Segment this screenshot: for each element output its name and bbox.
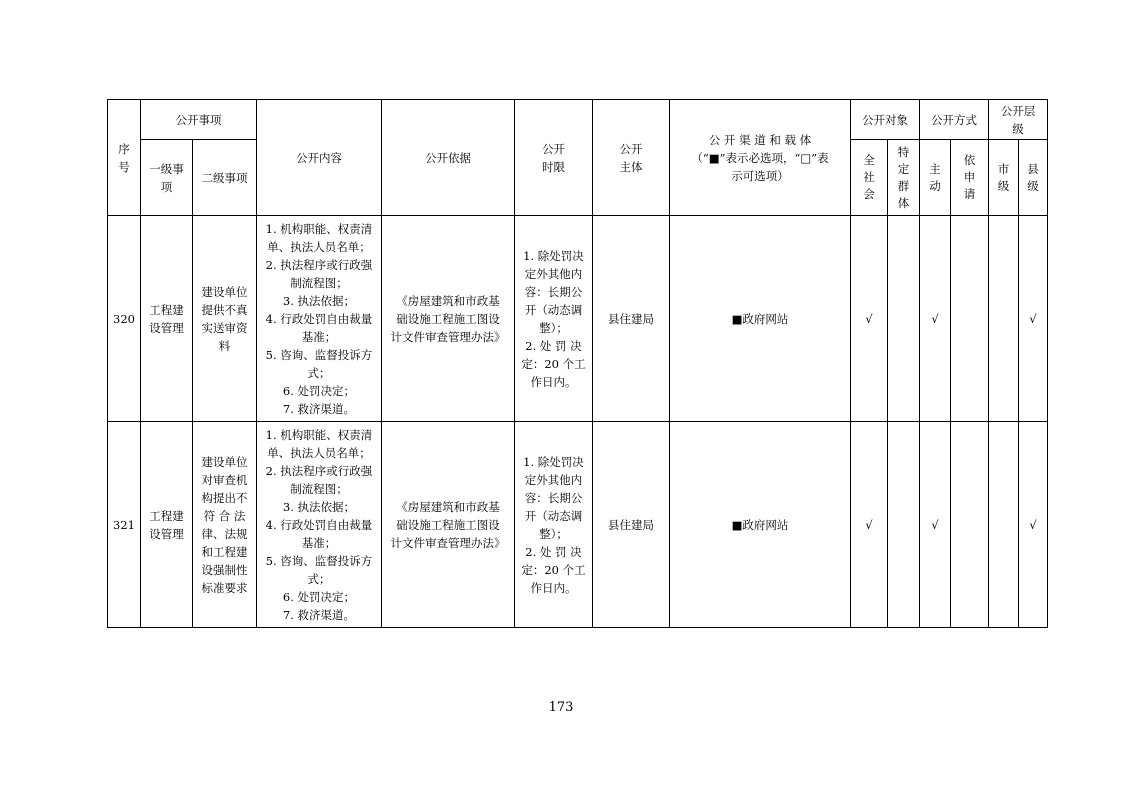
row-on-request [951,216,989,422]
row-active: √ [920,422,951,628]
row-channel: ■政府网站 [670,422,851,628]
disclosure-table [107,99,1048,628]
table-row [108,216,1048,422]
row-specific-group [888,422,920,628]
row-level2: 建设单位 提供不真 实送审资 料 [193,216,257,422]
header-basis: 公开依据 [382,100,515,216]
row-active: √ [920,216,951,422]
row-county: √ [1019,422,1048,628]
row-time-limit: 1. 除处罚决 定外其他内 容：长期公 开（动态调 整）； 2. 处 罚 决 定：20 个工 作日内。 [515,422,593,628]
row-city [989,216,1019,422]
header-audience-group: 公开对象 [851,100,920,140]
row-all-society: √ [851,216,888,422]
row-basis: 《房屋建筑和市政基 础设施工程施工图设 计文件审查管理办法》 [382,216,515,422]
row-level1: 工程建 设管理 [141,216,193,422]
page-number: 173 [548,700,574,715]
row-content: 1. 机构职能、权责清 单、执法人员名单； 2. 执法程序或行政强 制流程图； 3. 执法依据； 4. 行政处罚自由裁量 基准； 5. 咨询、监督投诉方 式； 6. 处罚决定； 7. 救济渠道。 [257,216,382,422]
header-time-limit: 公开 时限 [515,100,593,216]
header-level1: 一级事 项 [141,140,193,216]
header-all-society: 全 社 会 [851,140,888,216]
header-level-group: 公开层 级 [989,100,1048,140]
row-subject: 县住建局 [593,422,670,628]
row-level2: 建设单位 对审查机 构提出不 符 合 法 律、法规 和工程建 设强制性 标准要求 [193,422,257,628]
row-seq: 321 [108,422,141,628]
header-subject: 公开 主体 [593,100,670,216]
header-method-group: 公开方式 [920,100,989,140]
header-county: 县 级 [1019,140,1048,216]
row-channel: ■政府网站 [670,216,851,422]
row-seq: 320 [108,216,141,422]
row-basis: 《房屋建筑和市政基 础设施工程施工图设 计文件审查管理办法》 [382,422,515,628]
row-time-limit: 1. 除处罚决 定外其他内 容：长期公 开（动态调 整）； 2. 处 罚 决 定：20 个工 作日内。 [515,216,593,422]
header-seq: 序 号 [108,100,141,216]
row-on-request [951,422,989,628]
row-subject: 县住建局 [593,216,670,422]
row-city [989,422,1019,628]
row-all-society: √ [851,422,888,628]
header-channel: 公 开 渠 道 和 载 体 （“■”表示必选项，“□”表 示可选项） [670,100,851,216]
header-on-request: 依 申 请 [951,140,989,216]
header-items-group: 公开事项 [141,100,257,140]
header-level2: 二级事项 [193,140,257,216]
header-city: 市 级 [989,140,1019,216]
row-level1: 工程建 设管理 [141,422,193,628]
header-active: 主 动 [920,140,951,216]
row-specific-group [888,216,920,422]
table-row [108,422,1048,628]
row-county: √ [1019,216,1048,422]
row-content: 1. 机构职能、权责清 单、执法人员名单； 2. 执法程序或行政强 制流程图； 3. 执法依据； 4. 行政处罚自由裁量 基准； 5. 咨询、监督投诉方 式； 6. 处罚决定； 7. 救济渠道。 [257,422,382,628]
header-content: 公开内容 [257,100,382,216]
header-specific-group: 特 定 群 体 [888,140,920,216]
header-row-1 [108,100,1048,140]
